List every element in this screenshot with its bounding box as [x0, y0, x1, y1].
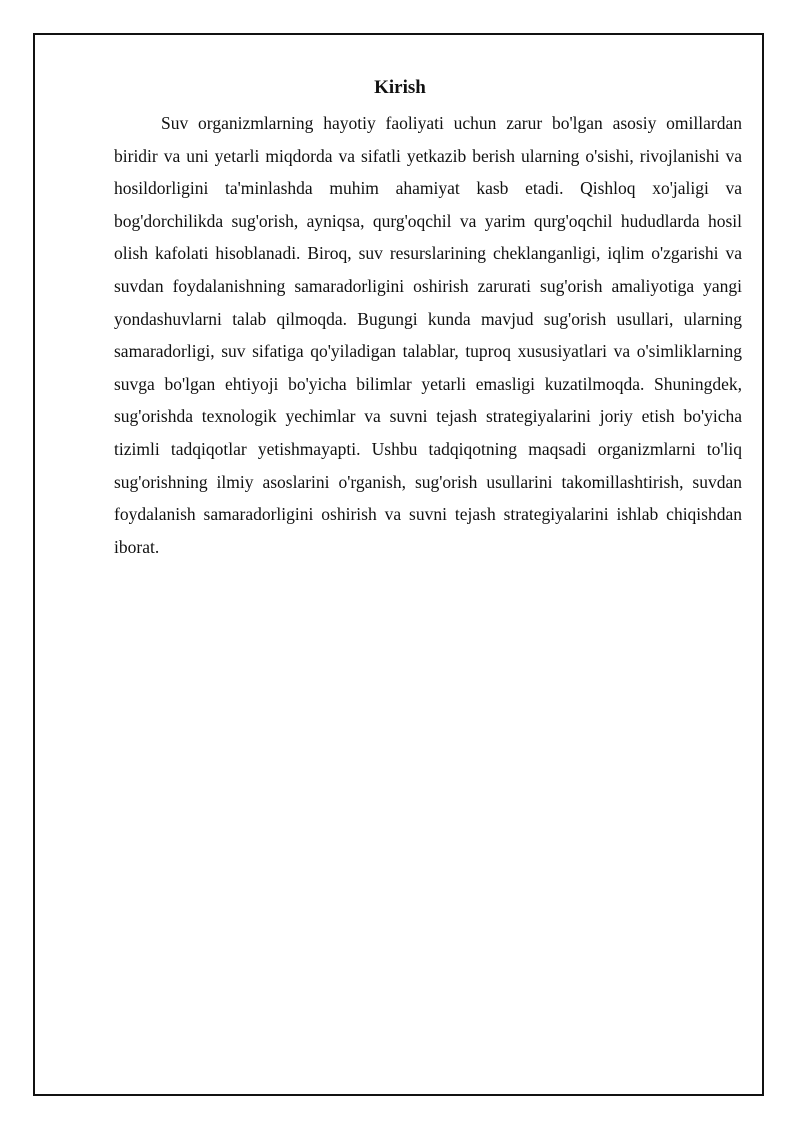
- intro-paragraph: Suv organizmlarning hayotiy faoliyati uchun zarur bo'lgan asosiy omillardan biridir va uni yetarli miqdorda va sifatli yetkazib berish ularning o'sishi, rivojlanishi va hosildorligini ta'minlashda muhim ahamiyat kasb etadi. Qishloq xo'jaligi va bog'dorchilikda sug'orish, ayniqsa, qurg'oqchil va yarim qurg'oqchil hududlarda hosil olish kafolati hisoblanadi. Biroq, suv resurslarining cheklanganligi, iqlim o'zgarishi va suvdan foydalanishning samaradorligini oshirish zarurati sug'orish amaliyotiga yangi yondashuvlarni talab qilmoqda. Bugungi kunda mavjud sug'orish usullari, ularning samaradorligi, suv sifatiga qo'yiladigan talablar, tuproq xususiyatlari va o'simliklarning suvga bo'lgan ehtiyoji bo'yicha bilimlar yetarli emasligi kuzatilmoqda. Shuningdek, sug'orishda texnologik yechimlar va suvni tejash strategiyalarini joriy etish bo'yicha tizimli tadqiqotlar yetishmayapti. Ushbu tadqiqotning maqsadi organizmlarni to'liq sug'orishning ilmiy asoslarini o'rganish, sug'orish usullarini takomillashtirish, suvdan foydalanish samaradorligini oshirish va suvni tejash strategiyalarini ishlab chiqishdan iborat.: [114, 113, 742, 557]
- page-title: Kirish: [374, 77, 426, 98]
